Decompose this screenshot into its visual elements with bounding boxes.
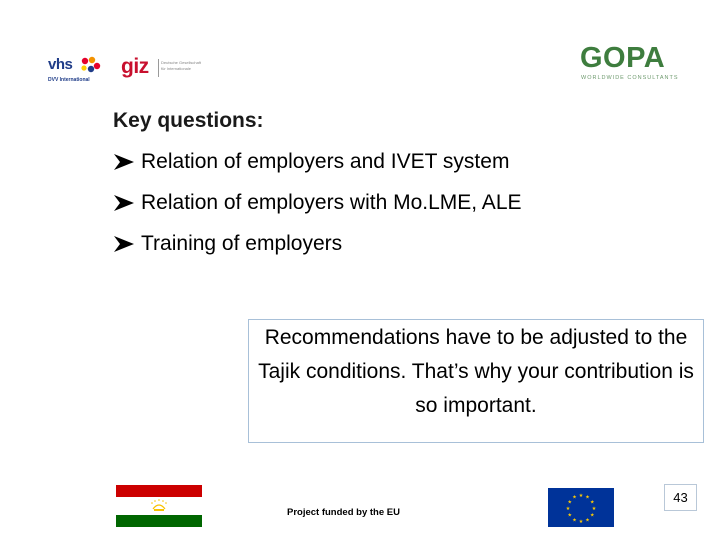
svg-text:★: ★ [572, 517, 577, 524]
giz-logo [121, 55, 202, 81]
list-item [113, 141, 673, 182]
gopa-logo [578, 42, 679, 84]
svg-text:★: ★ [590, 512, 595, 519]
giz-logo-text: giz [121, 55, 149, 78]
svg-text:★: ★ [578, 519, 584, 525]
svg-text:★: ★ [590, 499, 595, 506]
gopa-logo-subtitle: WORLDWIDE CONSULTANTS [581, 75, 679, 81]
key-questions-title: Key questions: [113, 109, 264, 132]
svg-text:★: ★ [585, 517, 590, 524]
giz-sub-line1: Deutsche Gesellschaft [161, 60, 202, 65]
giz-logo-subtitle [161, 60, 201, 72]
tajikistan-flag-icon [116, 485, 202, 527]
eu-flag-icon [548, 488, 614, 527]
page-number: 43 [664, 484, 697, 511]
vhs-dots-icon [80, 56, 102, 74]
arrow-bullet-icon [113, 153, 135, 171]
key-questions [113, 100, 673, 264]
gopa-logo-text: GOPA [580, 42, 666, 74]
svg-text:★: ★ [567, 512, 572, 519]
list-item-text: Relation of employers and IVET system [141, 150, 510, 173]
vhs-logo-subtitle: DVV International [48, 77, 90, 83]
svg-text:★: ★ [565, 506, 571, 512]
recommendation-text: Recommendations have to be adjusted to the Tajik conditions. That’s why your contribution is so important. [258, 326, 694, 417]
list-item [113, 182, 673, 223]
recommendation-box [248, 319, 704, 443]
svg-text:★: ★ [578, 493, 584, 499]
arrow-bullet-icon [113, 194, 135, 212]
list-item-text: Relation of employers with Mo.LME, ALE [141, 191, 522, 214]
arrow-bullet-icon [113, 235, 135, 253]
svg-text:★: ★ [585, 494, 590, 501]
vhs-logo-text: vhs [48, 56, 73, 73]
list-item [113, 223, 673, 264]
svg-text:★: ★ [591, 506, 597, 512]
giz-sub-line2: für Internationale [161, 66, 192, 71]
svg-text:★: ★ [567, 499, 572, 506]
funded-by-eu-text: Project funded by the EU [287, 507, 400, 518]
giz-divider [158, 59, 159, 77]
svg-text:★: ★ [572, 494, 577, 501]
list-item-text: Training of employers [141, 232, 343, 255]
vhs-logo [48, 55, 104, 87]
